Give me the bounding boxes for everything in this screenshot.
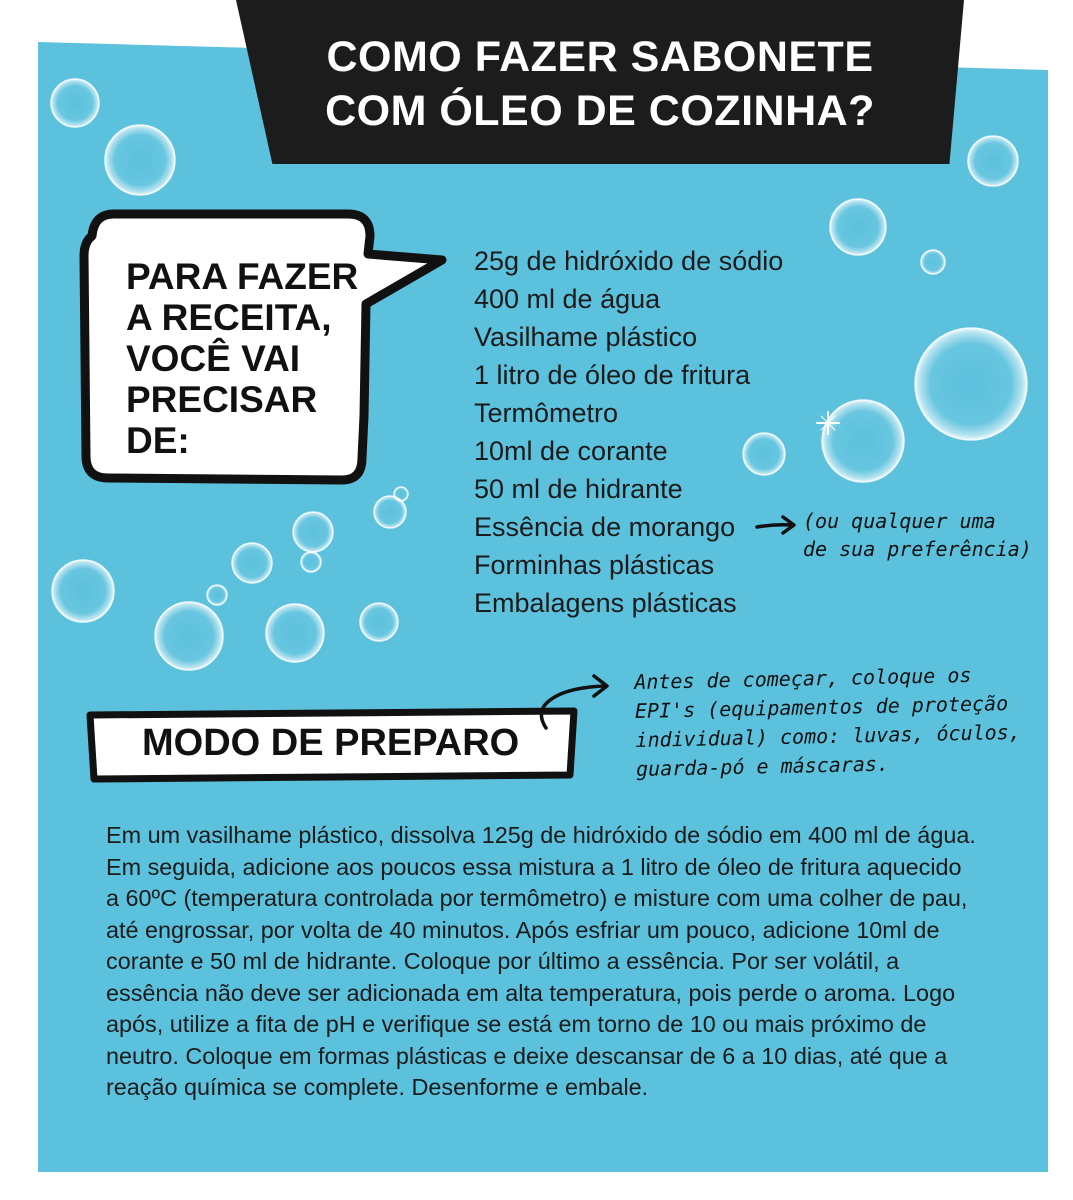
ingredient-item: Vasilhame plástico (474, 322, 698, 352)
preparation-instructions: Em um vasilhame plástico, dissolva 125g de hidróxido de sódio em 400 ml de água. Em seguida, adicione aos poucos essa mistura a 1 litro de óleo de fritura aquecido a 60ºC (temperatura controlada por termômetro) e misture com uma colher de pau, até engrossar, por volta de 40 minutos. Após esfriar um pouco, adicione 10ml de corante e 50 ml de hidrante. Coloque por último a essência. Por ser volátil, a essência não deve ser adicionada em alta temperatura, pois perde o aroma. Logo após, utilize a fita de pH e verifique se está em torno de 10 ou mais próximo de neutro. Coloque em formas plásticas e deixe descansar de 6 a 10 dias, até que a reação química se complete. Desenforme e embale. (106, 822, 976, 1100)
essence-preference-note: (ou qualquer uma de sua preferência) (803, 509, 1032, 561)
preparation-heading: MODO DE PREPARO (142, 722, 520, 764)
ingredient-item: 50 ml de hidrante (474, 474, 683, 504)
ingredients-list (474, 242, 783, 622)
ingredient-item: 400 ml de água (474, 284, 661, 314)
ingredient-item: Essência de morango (474, 512, 736, 542)
ingredient-item: 1 litro de óleo de fritura (474, 360, 751, 390)
ingredient-item: Embalagens plásticas (474, 588, 737, 618)
ingredient-item: Forminhas plásticas (474, 550, 715, 580)
ingredient-item: Termômetro (474, 398, 619, 428)
ingredient-item: 10ml de corante (474, 436, 668, 466)
callout-text: PARA FAZER A RECEITA, VOCÊ VAI PRECISAR DE: (126, 256, 359, 461)
page-title: COMO FAZER SABONETE COM ÓLEO DE COZINHA? (325, 33, 875, 135)
epi-safety-note: Antes de começar, coloque os EPI's (equipamentos de proteção individual) como: luvas, óculos, guarda-pó e máscaras. (634, 662, 1021, 781)
ingredient-item: 25g de hidróxido de sódio (474, 246, 784, 276)
